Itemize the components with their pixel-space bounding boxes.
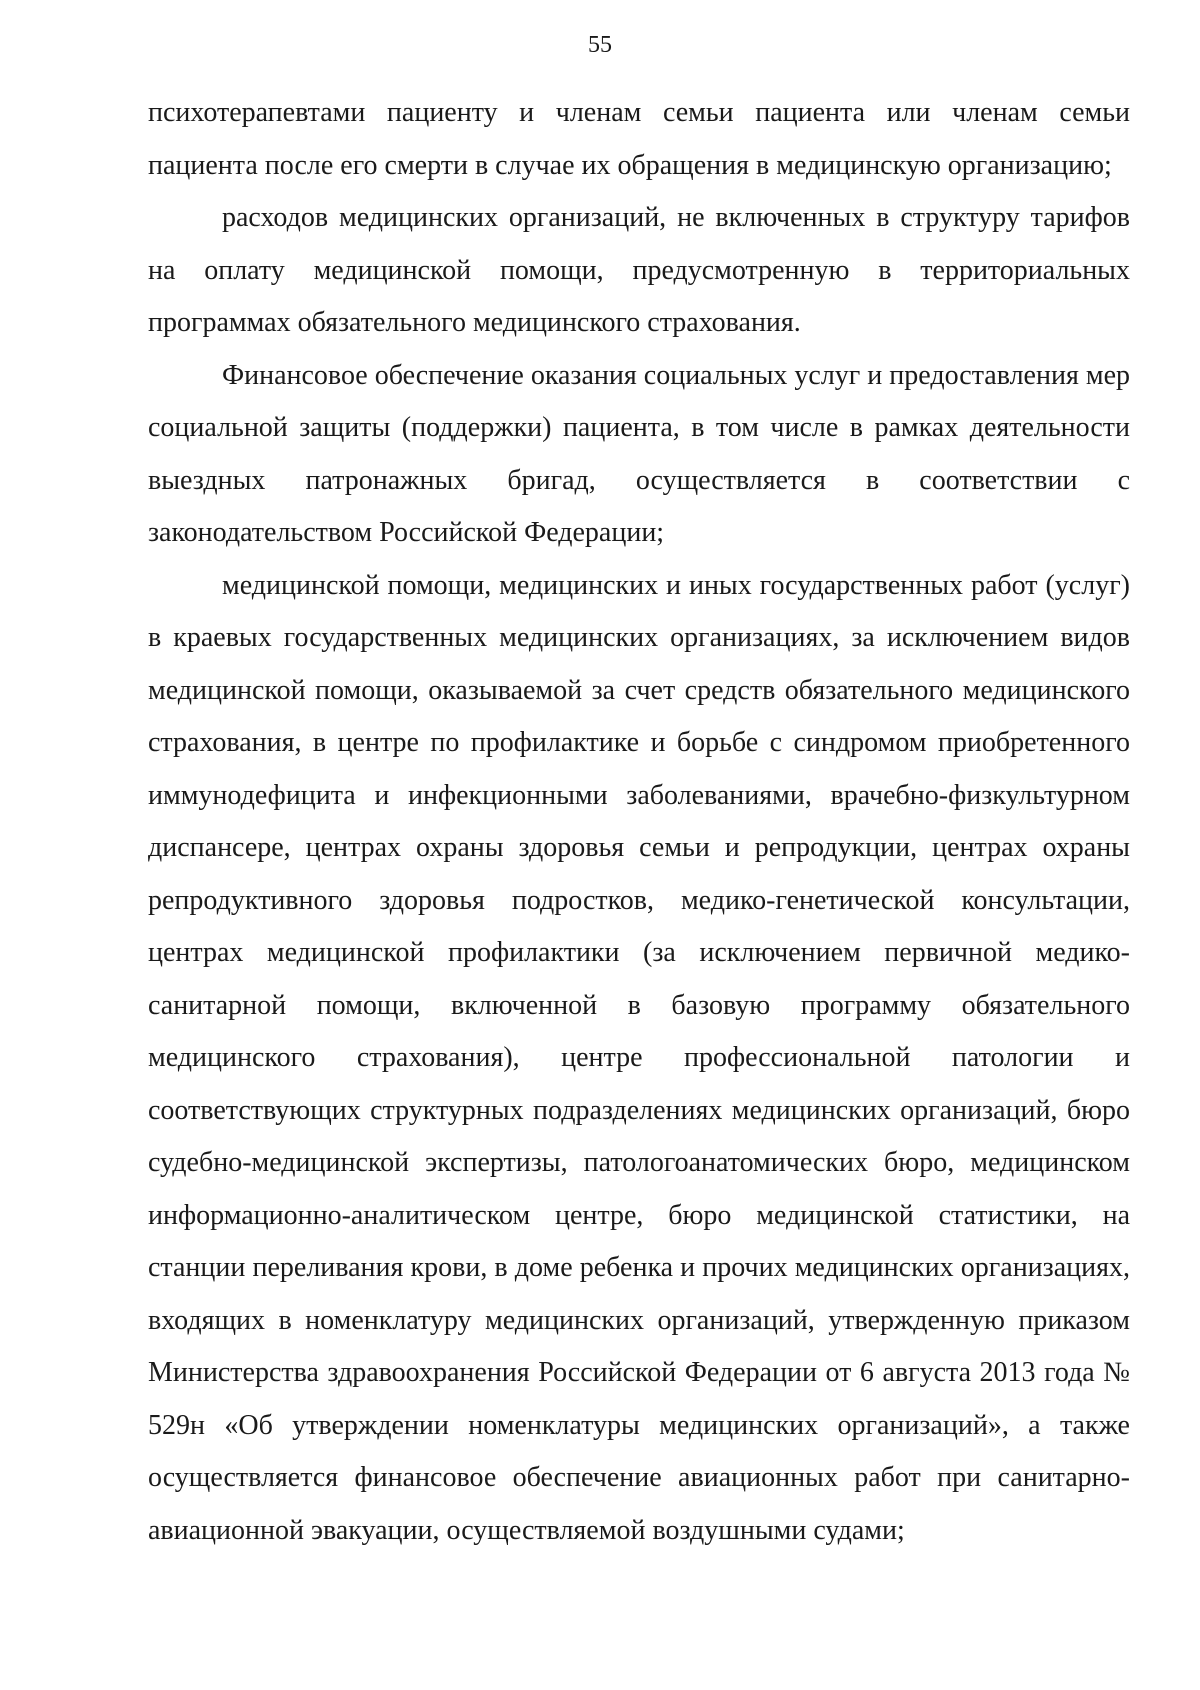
paragraph-expenses: расходов медицинских организаций, не включенных в структуру тарифов на оплату медицинской помощи, предусмотренную в территориальных программах обязательного медицинского страхования. bbox=[148, 202, 1130, 338]
page-number: 55 bbox=[588, 32, 612, 58]
paragraph-social-services: Финансовое обеспечение оказания социальных услуг и предоставления мер социальной защиты (поддержки) пациента, в том числе в рамках деятельности выездных патронажных бригад, осуществляется в соответствии с законодательством Российской Федерации; bbox=[148, 359, 1130, 548]
paragraph-continuation: психотерапевтами пациенту и членам семьи пациента или членам семьи пациента после его смерти в случае их обращения в медицинскую организацию; bbox=[148, 97, 1130, 181]
paragraph-medical-care: медицинской помощи, медицинских и иных государственных работ (услуг) в краевых государственных медицинских организациях, за исключением видов медицинской помощи, оказываемой за счет средств обязательного медицинского страхования, в центре по профилактике и борьбе с синдромом приобретенного иммунодефицита и инфекционными заболеваниями, врачебно-физкультурном диспансере, центрах охраны здоровья семьи и репродукции, центрах охраны репродуктивного здоровья подростков, медико-генетической консультации, центрах медицинской профилактики (за исключением первичной медико-санитарной помощи, включенной в базовую программу обязательного медицинского страхования), центре профессиональной патологии и соответствующих структурных подразделениях медицинских организаций, бюро судебно-медицинской экспертизы, патологоанатомических бюро, медицинском информационно-аналитическом центре, бюро медицинской статистики, на станции переливания крови, в доме ребенка и прочих медицинских организациях, входящих в номенклатуру медицинских организаций, утвержденную приказом Министерства здравоохранения Российской Федерации от 6 августа 2013 года № 529н «Об утверждении номенклатуры медицинских организаций», а также осуществляется финансовое обеспечение авиационных работ при санитарно-авиационной эвакуации, осуществляемой воздушными судами; bbox=[148, 569, 1130, 1546]
document-body bbox=[148, 87, 1130, 1557]
